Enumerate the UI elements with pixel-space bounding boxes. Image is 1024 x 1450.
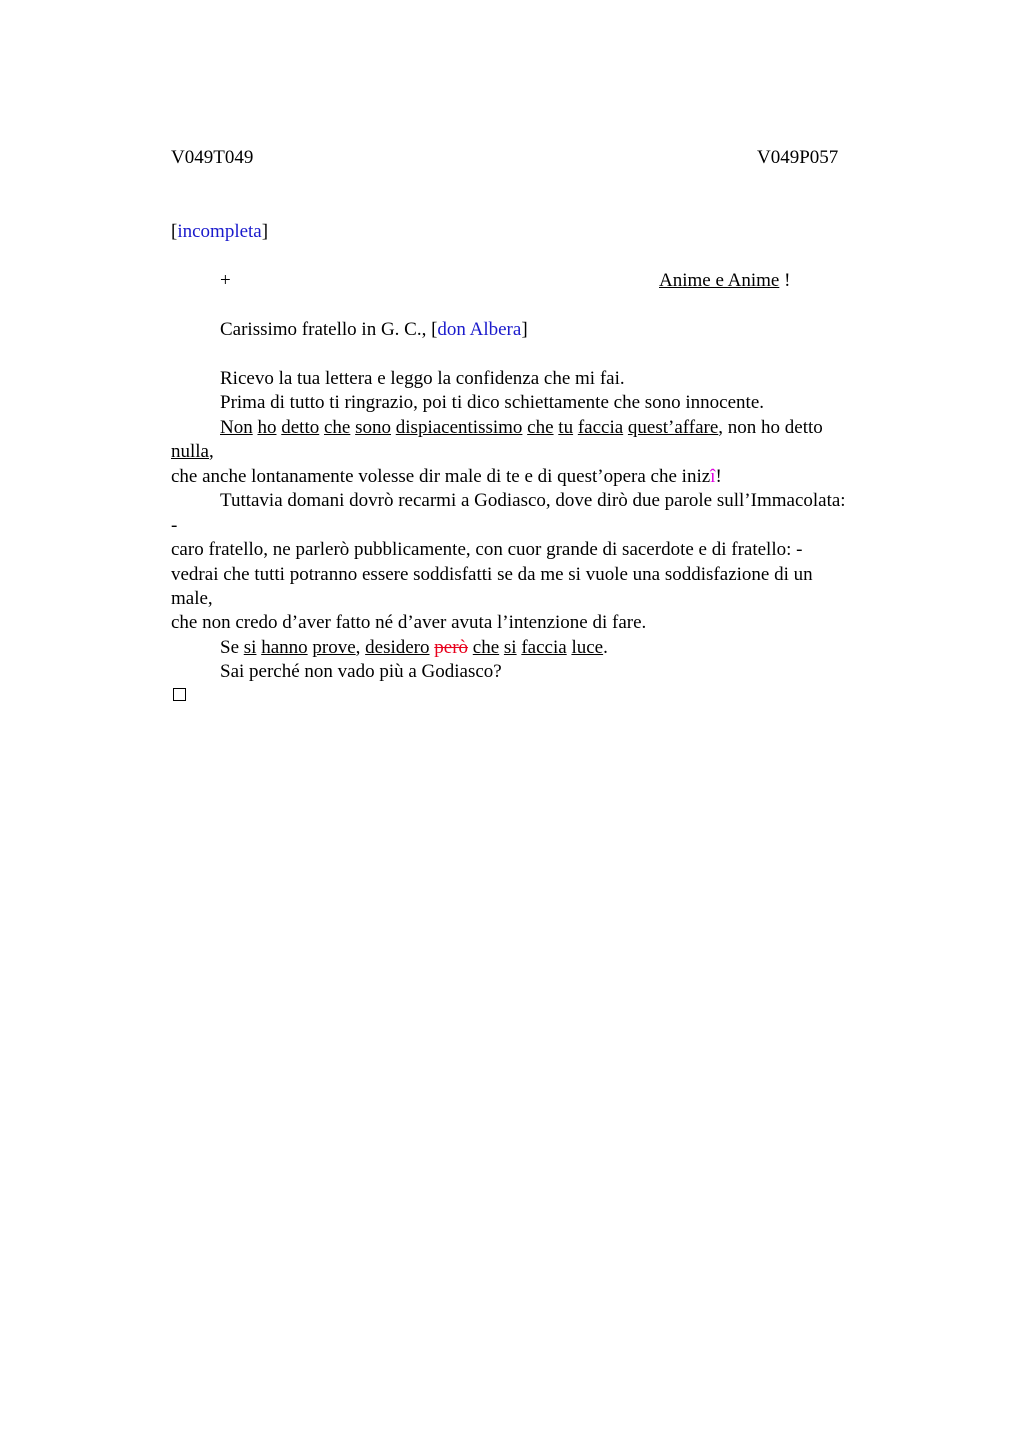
period: . (603, 637, 608, 658)
body-line-2: Prima di tutto ti ringrazio, poi ti dico schiettamente che sono innocente. (220, 392, 765, 413)
body-line-3-tail: , non ho detto (718, 417, 823, 438)
cross-symbol: + (220, 270, 231, 291)
body-line-8: caro fratello, ne parlerò pubblicamente, con cuor grande di sacerdote e di fratello: - (171, 539, 803, 560)
body-line-12 (220, 636, 608, 660)
underlined-word: che (323, 417, 351, 438)
body-line-11: che non credo d’aver fatto né d’aver avuta l’intenzione di fare. (171, 612, 647, 633)
body-line-4 (171, 440, 214, 464)
underlined-word: ho (257, 417, 277, 438)
body-line-3 (220, 416, 823, 440)
salutation-close-bracket: ] (521, 319, 528, 340)
body-line-13: Sai perché non vado più a Godiasco? (220, 661, 502, 682)
word: Se (220, 637, 239, 658)
body-line-5 (171, 465, 722, 489)
underlined-word: tu (558, 417, 574, 438)
underlined-word: dispiacentissimo (395, 417, 523, 438)
underlined-word: detto (281, 417, 320, 438)
header-left-code: V049T049 (171, 147, 254, 168)
underlined-word: quest’affare (627, 417, 719, 438)
body-line-4-tail: , (209, 441, 214, 462)
underlined-word: prove (312, 637, 356, 658)
body-line-5-head: che anche lontanamente volesse dir male di te e di quest’opera che iniz (171, 466, 711, 487)
header-right-code: V049P057 (757, 147, 839, 168)
empty-box-icon (173, 688, 186, 701)
underlined-word: faccia (521, 637, 567, 658)
status-open-bracket: [ (171, 221, 178, 242)
underlined-word: si (243, 637, 257, 658)
body-line-9: vedrai che tutti potranno essere soddisfatti se da me si vuole una soddisfazione di un (171, 564, 813, 585)
deleted-word: però (434, 637, 469, 658)
body-line-5-tail: ! (715, 466, 722, 487)
motto-underlined: Anime e Anime (659, 270, 780, 291)
underlined-word: sono (355, 417, 392, 438)
body-line-6: Tuttavia domani dovrò recarmi a Godiasco, dove dirò due parole sull’Immacolata: (220, 490, 846, 511)
salutation-recipient: don Albera (437, 319, 522, 340)
uncertain-reading-mark: î (710, 466, 716, 487)
underlined-word: che (472, 637, 500, 658)
comma: , (355, 637, 361, 658)
salutation (220, 318, 528, 342)
underlined-word: faccia (577, 417, 624, 438)
status-close-bracket: ] (261, 221, 269, 242)
body-line-10: male, (171, 588, 213, 609)
body-line-1: Ricevo la tua lettera e leggo la confidenza che mi fai. (220, 368, 625, 389)
underlined-word: desidero (365, 637, 430, 658)
salutation-text: Carissimo fratello in G. C., (220, 319, 432, 340)
status-annotation (171, 220, 268, 244)
underlined-word: nulla (171, 441, 209, 462)
underlined-word: hanno (261, 637, 308, 658)
underlined-word: che (527, 417, 554, 438)
body-line-7: - (171, 515, 178, 536)
motto-tail: ! (779, 270, 791, 291)
salutation-open-bracket: [ (431, 319, 438, 340)
motto (659, 269, 790, 293)
underlined-word: si (503, 637, 517, 658)
status-label: incompleta (177, 221, 262, 242)
underlined-word: Non (220, 417, 253, 438)
underlined-word: luce (571, 637, 604, 658)
